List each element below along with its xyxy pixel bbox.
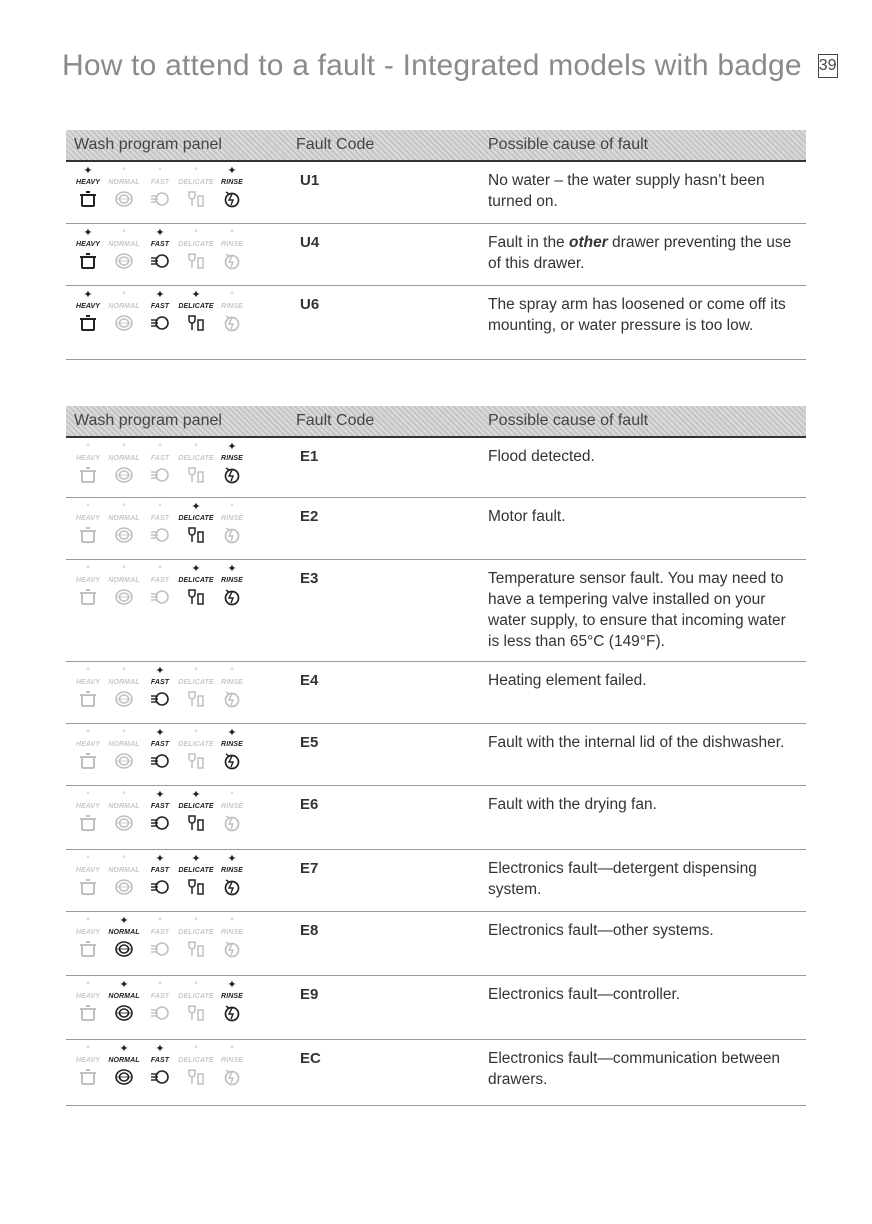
panel-cell xyxy=(66,560,296,661)
header-fault-code: Fault Code xyxy=(296,412,375,429)
fast-wash-icon xyxy=(142,938,178,960)
program-label-heavy: HEAVY xyxy=(75,741,101,748)
pot-icon xyxy=(70,938,106,960)
unlit-indicator-light-icon: ° xyxy=(86,728,90,738)
unlit-indicator-light-icon: ° xyxy=(230,916,234,926)
table-row xyxy=(66,724,806,786)
program-label-fast: FAST xyxy=(150,741,170,748)
program-label-heavy: HEAVY xyxy=(75,679,101,686)
fault-cause: The spray arm has loosened or come off its mounting, or water pressure is too low. xyxy=(488,296,786,334)
panel-cell xyxy=(66,438,296,497)
table-row xyxy=(66,912,806,976)
wash-program-panel xyxy=(70,728,250,772)
rinse-icon xyxy=(214,524,250,546)
program-label-delicate: DELICATE xyxy=(178,867,214,874)
fault-code: U6 xyxy=(300,296,320,313)
program-label-normal: NORMAL xyxy=(108,741,140,748)
program-label-fast: FAST xyxy=(150,577,170,584)
pot-icon xyxy=(70,188,106,210)
glass-icon xyxy=(178,1066,214,1088)
fault-cause: Temperature sensor fault. You may need to have a tempering valve installed on your water supply, to ensure that incoming water is less than 65°C (149°F). xyxy=(488,570,786,650)
wash-program-panel xyxy=(70,916,250,960)
fault-cause: No water – the water supply hasn’t been turned on. xyxy=(488,172,765,210)
fault-cause: Electronics fault—detergent dispensing system. xyxy=(488,860,757,898)
normal-wash-icon xyxy=(106,312,142,334)
program-label-delicate: DELICATE xyxy=(178,741,214,748)
program-label-rinse: RINSE xyxy=(221,303,243,310)
lit-indicator-light-icon: ✦ xyxy=(119,915,129,927)
unlit-indicator-light-icon: ° xyxy=(86,502,90,512)
program-label-normal: NORMAL xyxy=(108,455,140,462)
glass-icon xyxy=(178,188,214,210)
panel-cell xyxy=(66,912,296,975)
unlit-indicator-light-icon: ° xyxy=(122,502,126,512)
glass-icon xyxy=(178,688,214,710)
pot-icon xyxy=(70,812,106,834)
unlit-indicator-light-icon: ° xyxy=(194,228,198,238)
unlit-indicator-light-icon: ° xyxy=(158,916,162,926)
glass-icon xyxy=(178,586,214,608)
fault-code: E7 xyxy=(300,860,319,877)
glass-icon xyxy=(178,1002,214,1024)
panel-cell xyxy=(66,786,296,849)
table-row xyxy=(66,1040,806,1106)
unlit-indicator-light-icon: ° xyxy=(194,728,198,738)
panel-cell xyxy=(66,1040,296,1105)
wash-program-panel xyxy=(70,564,250,608)
rinse-icon xyxy=(214,1002,250,1024)
program-label-heavy: HEAVY xyxy=(75,577,101,584)
unlit-indicator-light-icon: ° xyxy=(86,1044,90,1054)
program-label-heavy: HEAVY xyxy=(75,179,101,186)
normal-wash-icon xyxy=(106,1066,142,1088)
program-label-fast: FAST xyxy=(150,929,170,936)
program-label-normal: NORMAL xyxy=(108,515,140,522)
program-label-rinse: RINSE xyxy=(221,741,243,748)
program-label-fast: FAST xyxy=(150,867,170,874)
program-label-normal: NORMAL xyxy=(108,241,140,248)
rinse-icon xyxy=(214,586,250,608)
unlit-indicator-light-icon: ° xyxy=(230,290,234,300)
normal-wash-icon xyxy=(106,812,142,834)
glass-icon xyxy=(178,464,214,486)
program-label-delicate: DELICATE xyxy=(178,241,214,248)
unlit-indicator-light-icon: ° xyxy=(86,916,90,926)
fault-cause: Fault with the drying fan. xyxy=(488,796,657,813)
unlit-indicator-light-icon: ° xyxy=(230,666,234,676)
fault-cause: Electronics fault—communication between drawers. xyxy=(488,1050,781,1088)
normal-wash-icon xyxy=(106,464,142,486)
lit-indicator-light-icon: ✦ xyxy=(227,165,237,177)
normal-wash-icon xyxy=(106,586,142,608)
program-label-normal: NORMAL xyxy=(108,803,140,810)
header-fault-code: Fault Code xyxy=(296,136,375,153)
fault-table-error-codes xyxy=(66,406,806,1106)
page-heading: How to attend to a fault - Integrated models with badge xyxy=(62,49,802,82)
glass-icon xyxy=(178,812,214,834)
normal-wash-icon xyxy=(106,750,142,772)
program-label-rinse: RINSE xyxy=(221,515,243,522)
program-label-fast: FAST xyxy=(150,455,170,462)
normal-wash-icon xyxy=(106,188,142,210)
lit-indicator-light-icon: ✦ xyxy=(83,165,93,177)
fault-code: E3 xyxy=(300,570,319,587)
unlit-indicator-light-icon: ° xyxy=(158,980,162,990)
wash-program-panel xyxy=(70,980,250,1024)
wash-program-panel xyxy=(70,790,250,834)
program-label-normal: NORMAL xyxy=(108,993,140,1000)
program-label-rinse: RINSE xyxy=(221,241,243,248)
rinse-icon xyxy=(214,1066,250,1088)
fault-cause xyxy=(488,224,806,285)
unlit-indicator-light-icon: ° xyxy=(86,442,90,452)
lit-indicator-light-icon: ✦ xyxy=(191,563,201,575)
lit-indicator-light-icon: ✦ xyxy=(191,289,201,301)
rinse-icon xyxy=(214,188,250,210)
program-label-fast: FAST xyxy=(150,679,170,686)
header-possible-cause: Possible cause of fault xyxy=(488,412,649,429)
program-label-heavy: HEAVY xyxy=(75,303,101,310)
program-label-delicate: DELICATE xyxy=(178,515,214,522)
pot-icon xyxy=(70,688,106,710)
unlit-indicator-light-icon: ° xyxy=(86,666,90,676)
unlit-indicator-light-icon: ° xyxy=(122,790,126,800)
wash-program-panel xyxy=(70,502,250,546)
program-label-normal: NORMAL xyxy=(108,303,140,310)
lit-indicator-light-icon: ✦ xyxy=(83,227,93,239)
unlit-indicator-light-icon: ° xyxy=(158,166,162,176)
unlit-indicator-light-icon: ° xyxy=(194,1044,198,1054)
program-label-rinse: RINSE xyxy=(221,993,243,1000)
program-label-fast: FAST xyxy=(150,241,170,248)
unlit-indicator-light-icon: ° xyxy=(194,166,198,176)
fault-code: E6 xyxy=(300,796,319,813)
program-label-fast: FAST xyxy=(150,303,170,310)
table-header xyxy=(66,406,806,438)
program-label-normal: NORMAL xyxy=(108,679,140,686)
unlit-indicator-light-icon: ° xyxy=(122,228,126,238)
header-possible-cause: Possible cause of fault xyxy=(488,136,649,153)
program-label-heavy: HEAVY xyxy=(75,993,101,1000)
glass-icon xyxy=(178,312,214,334)
normal-wash-icon xyxy=(106,524,142,546)
pot-icon xyxy=(70,524,106,546)
fast-wash-icon xyxy=(142,1066,178,1088)
program-label-rinse: RINSE xyxy=(221,577,243,584)
fault-cause-text: Fault in the xyxy=(488,234,569,251)
normal-wash-icon xyxy=(106,250,142,272)
table-row xyxy=(66,286,806,360)
table-body xyxy=(66,438,806,1106)
lit-indicator-light-icon: ✦ xyxy=(155,853,165,865)
fast-wash-icon xyxy=(142,312,178,334)
program-label-fast: FAST xyxy=(150,993,170,1000)
program-label-heavy: HEAVY xyxy=(75,1057,101,1064)
pot-icon xyxy=(70,876,106,898)
unlit-indicator-light-icon: ° xyxy=(194,666,198,676)
program-label-heavy: HEAVY xyxy=(75,929,101,936)
panel-cell xyxy=(66,224,296,285)
lit-indicator-light-icon: ✦ xyxy=(155,1043,165,1055)
pot-icon xyxy=(70,312,106,334)
wash-program-panel xyxy=(70,1044,250,1088)
rinse-icon xyxy=(214,312,250,334)
program-label-rinse: RINSE xyxy=(221,179,243,186)
fast-wash-icon xyxy=(142,812,178,834)
program-label-heavy: HEAVY xyxy=(75,803,101,810)
fast-wash-icon xyxy=(142,1002,178,1024)
lit-indicator-light-icon: ✦ xyxy=(119,1043,129,1055)
unlit-indicator-light-icon: ° xyxy=(230,790,234,800)
program-label-normal: NORMAL xyxy=(108,577,140,584)
panel-cell xyxy=(66,662,296,723)
fault-cause: Heating element failed. xyxy=(488,672,647,689)
glass-icon xyxy=(178,876,214,898)
lit-indicator-light-icon: ✦ xyxy=(227,853,237,865)
fast-wash-icon xyxy=(142,524,178,546)
rinse-icon xyxy=(214,938,250,960)
fault-cause: Fault with the internal lid of the dishwasher. xyxy=(488,734,785,751)
program-label-fast: FAST xyxy=(150,179,170,186)
program-label-fast: FAST xyxy=(150,515,170,522)
table-body xyxy=(66,162,806,360)
program-label-normal: NORMAL xyxy=(108,179,140,186)
program-label-rinse: RINSE xyxy=(221,679,243,686)
fault-code: E4 xyxy=(300,672,319,689)
program-label-normal: NORMAL xyxy=(108,929,140,936)
wash-program-panel xyxy=(70,666,250,710)
program-label-delicate: DELICATE xyxy=(178,803,214,810)
rinse-icon xyxy=(214,812,250,834)
lit-indicator-light-icon: ✦ xyxy=(227,563,237,575)
unlit-indicator-light-icon: ° xyxy=(230,1044,234,1054)
program-label-heavy: HEAVY xyxy=(75,241,101,248)
program-label-rinse: RINSE xyxy=(221,867,243,874)
fault-code: E1 xyxy=(300,448,319,465)
lit-indicator-light-icon: ✦ xyxy=(155,227,165,239)
rinse-icon xyxy=(214,876,250,898)
table-row xyxy=(66,850,806,912)
glass-icon xyxy=(178,938,214,960)
lit-indicator-light-icon: ✦ xyxy=(155,727,165,739)
page-title xyxy=(62,44,837,88)
program-label-fast: FAST xyxy=(150,803,170,810)
unlit-indicator-light-icon: ° xyxy=(230,228,234,238)
program-label-rinse: RINSE xyxy=(221,1057,243,1064)
unlit-indicator-light-icon: ° xyxy=(230,502,234,512)
table-row xyxy=(66,162,806,224)
fast-wash-icon xyxy=(142,250,178,272)
lit-indicator-light-icon: ✦ xyxy=(155,289,165,301)
lit-indicator-light-icon: ✦ xyxy=(227,441,237,453)
program-label-heavy: HEAVY xyxy=(75,455,101,462)
unlit-indicator-light-icon: ° xyxy=(158,442,162,452)
wash-program-panel xyxy=(70,228,250,272)
fault-code: E5 xyxy=(300,734,319,751)
normal-wash-icon xyxy=(106,938,142,960)
program-label-delicate: DELICATE xyxy=(178,179,214,186)
fault-code: E8 xyxy=(300,922,319,939)
rinse-icon xyxy=(214,750,250,772)
unlit-indicator-light-icon: ° xyxy=(194,980,198,990)
glass-icon xyxy=(178,250,214,272)
normal-wash-icon xyxy=(106,876,142,898)
unlit-indicator-light-icon: ° xyxy=(122,442,126,452)
glass-icon xyxy=(178,750,214,772)
program-label-delicate: DELICATE xyxy=(178,1057,214,1064)
panel-cell xyxy=(66,850,296,911)
pot-icon xyxy=(70,586,106,608)
rinse-icon xyxy=(214,688,250,710)
table-header xyxy=(66,130,806,162)
table-row xyxy=(66,786,806,850)
lit-indicator-light-icon: ✦ xyxy=(191,853,201,865)
lit-indicator-light-icon: ✦ xyxy=(119,979,129,991)
unlit-indicator-light-icon: ° xyxy=(122,290,126,300)
program-label-rinse: RINSE xyxy=(221,929,243,936)
lit-indicator-light-icon: ✦ xyxy=(83,289,93,301)
unlit-indicator-light-icon: ° xyxy=(122,666,126,676)
pot-icon xyxy=(70,750,106,772)
fault-code: EC xyxy=(300,1050,321,1067)
wash-program-panel xyxy=(70,854,250,898)
rinse-icon xyxy=(214,464,250,486)
program-label-delicate: DELICATE xyxy=(178,577,214,584)
fast-wash-icon xyxy=(142,876,178,898)
fast-wash-icon xyxy=(142,188,178,210)
program-label-heavy: HEAVY xyxy=(75,515,101,522)
wash-program-panel xyxy=(70,290,250,334)
program-label-rinse: RINSE xyxy=(221,455,243,462)
unlit-indicator-light-icon: ° xyxy=(158,502,162,512)
unlit-indicator-light-icon: ° xyxy=(122,728,126,738)
program-label-delicate: DELICATE xyxy=(178,929,214,936)
unlit-indicator-light-icon: ° xyxy=(194,442,198,452)
fast-wash-icon xyxy=(142,586,178,608)
unlit-indicator-light-icon: ° xyxy=(122,564,126,574)
fault-cause: Electronics fault—other systems. xyxy=(488,922,714,939)
fault-code: U1 xyxy=(300,172,320,189)
panel-cell xyxy=(66,724,296,785)
fault-cause: Flood detected. xyxy=(488,448,595,465)
program-label-fast: FAST xyxy=(150,1057,170,1064)
unlit-indicator-light-icon: ° xyxy=(86,564,90,574)
program-label-heavy: HEAVY xyxy=(75,867,101,874)
lit-indicator-light-icon: ✦ xyxy=(155,665,165,677)
normal-wash-icon xyxy=(106,688,142,710)
fault-cause-text: drawer preventing the use of this drawer. xyxy=(488,234,792,272)
fast-wash-icon xyxy=(142,750,178,772)
lit-indicator-light-icon: ✦ xyxy=(191,789,201,801)
fault-code: E9 xyxy=(300,986,319,1003)
normal-wash-icon xyxy=(106,1002,142,1024)
page-number-badge: 39 xyxy=(818,54,838,78)
lit-indicator-light-icon: ✦ xyxy=(191,501,201,513)
fault-table-user-codes xyxy=(66,130,806,360)
pot-icon xyxy=(70,464,106,486)
fault-cause: Electronics fault—controller. xyxy=(488,986,681,1003)
program-label-delicate: DELICATE xyxy=(178,303,214,310)
unlit-indicator-light-icon: ° xyxy=(122,854,126,864)
wash-program-panel xyxy=(70,442,250,486)
unlit-indicator-light-icon: ° xyxy=(158,564,162,574)
fault-cause: Motor fault. xyxy=(488,508,566,525)
table-row xyxy=(66,976,806,1040)
program-label-normal: NORMAL xyxy=(108,1057,140,1064)
table-row xyxy=(66,498,806,560)
glass-icon xyxy=(178,524,214,546)
panel-cell xyxy=(66,498,296,559)
program-label-rinse: RINSE xyxy=(221,803,243,810)
unlit-indicator-light-icon: ° xyxy=(194,916,198,926)
rinse-icon xyxy=(214,250,250,272)
table-row xyxy=(66,662,806,724)
fault-cause-emphasis: other xyxy=(569,234,608,251)
lit-indicator-light-icon: ✦ xyxy=(227,727,237,739)
program-label-delicate: DELICATE xyxy=(178,993,214,1000)
pot-icon xyxy=(70,1002,106,1024)
header-wash-program-panel: Wash program panel xyxy=(74,412,222,429)
table-row xyxy=(66,224,806,286)
table-row xyxy=(66,438,806,498)
header-wash-program-panel: Wash program panel xyxy=(74,136,222,153)
unlit-indicator-light-icon: ° xyxy=(122,166,126,176)
fault-code: U4 xyxy=(300,234,320,251)
unlit-indicator-light-icon: ° xyxy=(86,790,90,800)
panel-cell xyxy=(66,162,296,223)
unlit-indicator-light-icon: ° xyxy=(86,854,90,864)
fault-code: E2 xyxy=(300,508,319,525)
panel-cell xyxy=(66,976,296,1039)
program-label-delicate: DELICATE xyxy=(178,679,214,686)
table-row xyxy=(66,560,806,662)
fast-wash-icon xyxy=(142,464,178,486)
lit-indicator-light-icon: ✦ xyxy=(227,979,237,991)
lit-indicator-light-icon: ✦ xyxy=(155,789,165,801)
pot-icon xyxy=(70,1066,106,1088)
fast-wash-icon xyxy=(142,688,178,710)
program-label-normal: NORMAL xyxy=(108,867,140,874)
panel-cell xyxy=(66,286,296,359)
unlit-indicator-light-icon: ° xyxy=(86,980,90,990)
pot-icon xyxy=(70,250,106,272)
wash-program-panel xyxy=(70,166,250,210)
program-label-delicate: DELICATE xyxy=(178,455,214,462)
